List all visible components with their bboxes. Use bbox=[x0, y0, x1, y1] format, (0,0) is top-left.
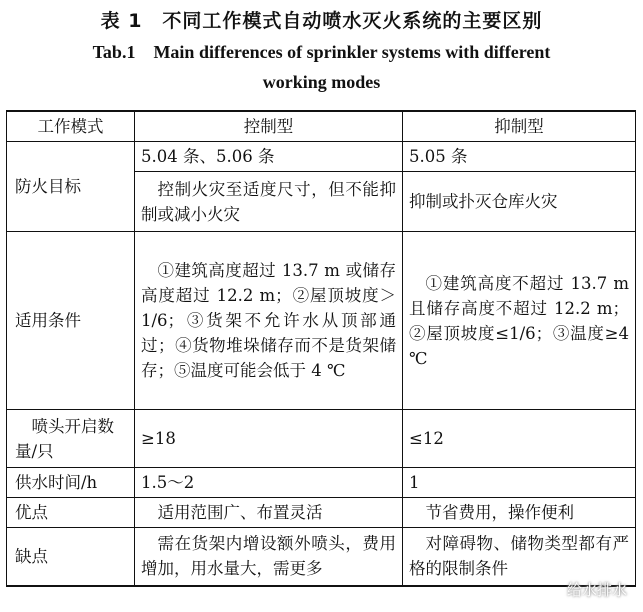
cell-suppress-clause: 5.05 条 bbox=[403, 142, 636, 172]
table-row bbox=[7, 142, 636, 172]
comparison-table bbox=[6, 110, 636, 587]
cell-suppress-conditions: ①建筑高度不超过 13.7 m 且储存高度不超过 12.2 m；②屋顶坡度≤1/6；③温度≥4 ℃ bbox=[403, 232, 636, 410]
row-label-disadvantages: 缺点 bbox=[7, 528, 135, 586]
table-row bbox=[7, 498, 636, 528]
table-caption-english-line2: working modes bbox=[262, 72, 381, 92]
cell-control-conditions: ①建筑高度超过 13.7 m 或储存高度超过 12.2 m；②屋顶坡度＞1/6；③货架不允许水从顶部通过；④货物堆垛储存而不是货架储存；⑤温度可能会低于 4 ℃ bbox=[135, 232, 403, 410]
cell-control-goal: 控制火灾至适度尺寸，但不能抑制或减小火灾 bbox=[135, 172, 403, 232]
header-row bbox=[7, 111, 636, 142]
cell-suppress-goal: 抑制或扑灭仓库火灾 bbox=[403, 172, 636, 232]
row-label-supply-time: 供水时间/h bbox=[7, 468, 135, 498]
cell-control-heads: ≥18 bbox=[135, 410, 403, 468]
cell-control-supply-time: 1.5～2 bbox=[135, 468, 403, 498]
table-row bbox=[7, 232, 636, 410]
watermark-text: 给水排水 bbox=[566, 581, 627, 599]
cell-control-disadvantages: 需在货架内增设额外喷头，费用增加，用水量大，需更多 bbox=[135, 528, 403, 586]
cell-control-advantages: 适用范围广、布置灵活 bbox=[135, 498, 403, 528]
row-label-conditions: 适用条件 bbox=[7, 232, 135, 410]
table-caption-english-line1: Tab.1 Main differences of sprinkler systems with different bbox=[92, 42, 551, 62]
table-row bbox=[7, 528, 636, 586]
cell-suppress-heads: ≤12 bbox=[403, 410, 636, 468]
row-label-advantages: 优点 bbox=[7, 498, 135, 528]
header-control: 控制型 bbox=[135, 111, 403, 142]
cell-suppress-supply-time: 1 bbox=[403, 468, 636, 498]
header-mode: 工作模式 bbox=[7, 111, 135, 142]
table-row bbox=[7, 410, 636, 468]
cell-control-clause: 5.04 条、5.06 条 bbox=[135, 142, 403, 172]
row-label-fire-target: 防火目标 bbox=[7, 142, 135, 232]
row-label-heads: 喷头开启数量/只 bbox=[7, 410, 135, 468]
header-suppress: 抑制型 bbox=[403, 111, 636, 142]
table-row bbox=[7, 468, 636, 498]
cell-suppress-advantages: 节省费用，操作便利 bbox=[403, 498, 636, 528]
cell-suppress-disadvantages: 对障碍物、储物类型都有严格的限制条件 bbox=[403, 528, 636, 586]
table-caption-chinese: 表 1 不同工作模式自动喷水灭火系统的主要区别 bbox=[100, 10, 543, 32]
